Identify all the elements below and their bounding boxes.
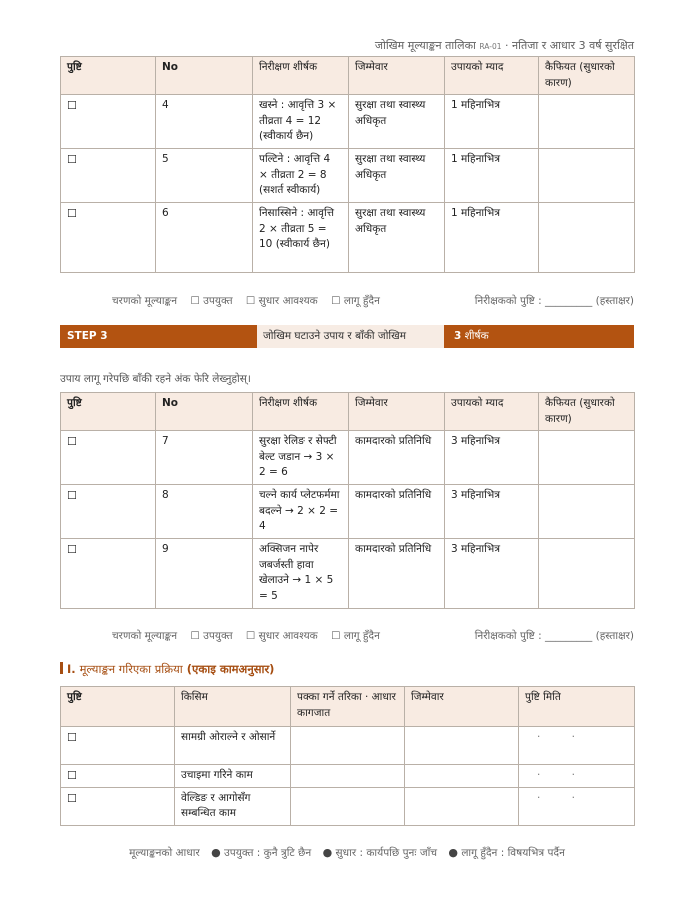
- confirm-date[interactable]: [519, 765, 635, 788]
- header-separator: ·: [505, 39, 509, 52]
- legend-item-appropriate: उपयुक्त : कुनै त्रुटि छैन: [224, 847, 312, 859]
- document-header: [60, 38, 634, 53]
- confirm-date[interactable]: [519, 787, 635, 825]
- remark-cell[interactable]: [539, 539, 635, 609]
- step-label: STEP 3: [67, 330, 108, 342]
- confirm-checkbox[interactable]: ☐: [61, 539, 156, 609]
- col-header-item: निरीक्षण शीर्षक: [253, 57, 349, 95]
- confirm-date[interactable]: [519, 727, 635, 765]
- option-not-applicable[interactable]: ☐ लागू हुँदैन: [331, 630, 380, 642]
- row-number: 5: [156, 149, 253, 203]
- option-not-applicable[interactable]: ☐ लागू हुँदैन: [331, 295, 380, 307]
- section-title-paren: (एकाइ कामअनुसार): [186, 662, 275, 676]
- table-row: [61, 787, 635, 825]
- legend-label: मूल्याङ्कनको आधार: [129, 847, 200, 859]
- method-cell[interactable]: [291, 765, 405, 788]
- col-header-type: किसिम: [175, 687, 291, 727]
- confirm-checkbox[interactable]: ☐: [61, 149, 156, 203]
- responsible-person: कामदारको प्रतिनिधि: [349, 431, 445, 485]
- signature-blank[interactable]: _________: [545, 630, 593, 642]
- col-header-deadline: उपायको म्याद: [445, 393, 539, 431]
- owner-cell[interactable]: [405, 787, 519, 825]
- measures-table-2: [60, 392, 635, 609]
- responsible-person: सुरक्षा तथा स्वास्थ्य अधिकृत: [349, 149, 445, 203]
- col-header-owner: जिम्मेवार: [349, 393, 445, 431]
- legend-item-improvement: सुधार : कार्यपछि पुनः जाँच: [335, 847, 438, 859]
- step-item-count: [448, 325, 489, 348]
- confirm-checkbox[interactable]: ☐: [61, 485, 156, 539]
- step-instruction: उपाय लागू गरेपछि बाँकी रहने अंक फेरि लेख्नुहोस्।: [60, 373, 251, 385]
- step-count-text: शीर्षक: [464, 330, 489, 342]
- signature-label: (हस्ताक्षर): [595, 295, 634, 307]
- measure-deadline: 3 महिनाभित्र: [445, 539, 539, 609]
- step-count-number: 3: [454, 330, 462, 342]
- confirm-checkbox[interactable]: ☐: [61, 727, 175, 765]
- col-header-confirm: पुष्टि: [61, 57, 156, 95]
- bullet-icon: ●: [211, 846, 221, 859]
- process-type: वेल्डिङ र आगोसँग सम्बन्धित काम: [175, 787, 291, 825]
- table-row: [61, 539, 635, 609]
- row-number: 7: [156, 431, 253, 485]
- legend-item-not-applicable: लागू हुँदैन : विषयभित्र पर्दैन: [461, 847, 565, 859]
- date-placeholder: · ·: [537, 731, 590, 743]
- col-header-no: No: [156, 57, 253, 95]
- inspector-confirm-label: निरीक्षकको पुष्टि :: [474, 630, 542, 642]
- table-row: [61, 203, 635, 273]
- confirm-checkbox[interactable]: ☐: [61, 431, 156, 485]
- option-appropriate[interactable]: ☐ उपयुक्त: [190, 295, 233, 307]
- row-number: 9: [156, 539, 253, 609]
- owner-cell[interactable]: [405, 727, 519, 765]
- measure-deadline: 1 महिनाभित्र: [445, 203, 539, 273]
- table-row: [61, 431, 635, 485]
- table-row: [61, 149, 635, 203]
- responsible-person: कामदारको प्रतिनिधि: [349, 539, 445, 609]
- header-title: जोखिम मूल्याङ्कन तालिका: [374, 39, 476, 52]
- stage-evaluation-row: [60, 294, 634, 310]
- table-row: [61, 95, 635, 149]
- measures-table-1: [60, 56, 635, 273]
- signature-blank[interactable]: _________: [545, 295, 593, 307]
- method-cell[interactable]: [291, 727, 405, 765]
- col-header-no: No: [156, 393, 253, 431]
- date-placeholder: · ·: [537, 769, 590, 781]
- confirm-checkbox[interactable]: ☐: [61, 787, 175, 825]
- process-type: उचाइमा गरिने काम: [175, 765, 291, 788]
- col-header-item: निरीक्षण शीर्षक: [253, 393, 349, 431]
- table-row: [61, 727, 635, 765]
- step-title: जोखिम घटाउने उपाय र बाँकी जोखिम: [255, 325, 446, 348]
- confirm-checkbox[interactable]: ☐: [61, 765, 175, 788]
- header-code: RA-01: [479, 42, 502, 51]
- col-header-date: पुष्टि मिति: [519, 687, 635, 727]
- section-title: [60, 662, 274, 677]
- section-marker: I.: [67, 662, 76, 676]
- col-header-method: पक्का गर्ने तरिका · आधार कागजात: [291, 687, 405, 727]
- row-number: 8: [156, 485, 253, 539]
- inspector-confirm-label: निरीक्षकको पुष्टि :: [474, 295, 542, 307]
- col-header-confirm: पुष्टि: [61, 687, 175, 727]
- option-needs-improvement[interactable]: ☐ सुधार आवश्यक: [245, 630, 318, 642]
- inspection-item: सुरक्षा रेलिङ र सेफ्टी बेल्ट जडान → 3 × 2 = 6: [253, 431, 349, 485]
- remark-cell[interactable]: [539, 149, 635, 203]
- stage-evaluation-row: [60, 629, 634, 645]
- method-cell[interactable]: [291, 787, 405, 825]
- option-needs-improvement[interactable]: ☐ सुधार आवश्यक: [245, 295, 318, 307]
- measure-deadline: 3 महिनाभित्र: [445, 485, 539, 539]
- col-header-owner: जिम्मेवार: [405, 687, 519, 727]
- table-row: [61, 485, 635, 539]
- col-header-deadline: उपायको म्याद: [445, 57, 539, 95]
- evaluation-label: चरणको मूल्याङ्कन: [112, 630, 178, 642]
- process-table: [60, 686, 635, 826]
- measure-deadline: 1 महिनाभित्र: [445, 149, 539, 203]
- row-number: 4: [156, 95, 253, 149]
- table-row: [61, 765, 635, 788]
- option-appropriate[interactable]: ☐ उपयुक्त: [190, 630, 233, 642]
- measure-deadline: 3 महिनाभित्र: [445, 431, 539, 485]
- col-header-remark: कैफियत (सुधारको कारण): [539, 393, 635, 431]
- owner-cell[interactable]: [405, 765, 519, 788]
- col-header-confirm: पुष्टि: [61, 393, 156, 431]
- inspection-item: निसास्सिने : आवृत्ति 2 × तीव्रता 5 = 10 (स्वीकार्य छैन): [253, 203, 349, 273]
- responsible-person: सुरक्षा तथा स्वास्थ्य अधिकृत: [349, 203, 445, 273]
- evaluation-legend: [60, 846, 634, 860]
- section-title-text: मूल्याङ्कन गरिएका प्रक्रिया: [79, 662, 183, 676]
- bullet-icon: ●: [322, 846, 333, 859]
- remark-cell[interactable]: [539, 203, 635, 273]
- process-type: सामग्री ओराल्ने र ओसार्ने: [175, 727, 291, 765]
- inspection-item: अक्सिजन नापेर जबर्जस्ती हावा खेलाउने → 1 × 5 = 5: [253, 539, 349, 609]
- confirm-checkbox[interactable]: ☐: [61, 203, 156, 273]
- section-marker-bar: [60, 662, 63, 674]
- responsible-person: कामदारको प्रतिनिधि: [349, 485, 445, 539]
- inspection-item: पल्टिने : आवृत्ति 4 × तीव्रता 2 = 8 (सशर्त स्वीकार्य): [253, 149, 349, 203]
- inspection-item: खस्ने : आवृत्ति 3 × तीव्रता 4 = 12 (स्वीकार्य छैन): [253, 95, 349, 149]
- remark-cell[interactable]: [539, 431, 635, 485]
- remark-cell[interactable]: [539, 485, 635, 539]
- header-subtitle: नतिजा र आधार 3 वर्ष सुरक्षित: [512, 39, 634, 52]
- col-header-remark: कैफियत (सुधारको कारण): [539, 57, 635, 95]
- row-number: 6: [156, 203, 253, 273]
- responsible-person: सुरक्षा तथा स्वास्थ्य अधिकृत: [349, 95, 445, 149]
- evaluation-label: चरणको मूल्याङ्कन: [112, 295, 178, 307]
- col-header-owner: जिम्मेवार: [349, 57, 445, 95]
- step-3-header: [60, 325, 634, 348]
- bullet-icon: ●: [448, 846, 458, 859]
- signature-label: (हस्ताक्षर): [595, 630, 634, 642]
- remark-cell[interactable]: [539, 95, 635, 149]
- inspection-item: चल्ने कार्य प्लेटफर्ममा बदल्ने → 2 × 2 = 4: [253, 485, 349, 539]
- measure-deadline: 1 महिनाभित्र: [445, 95, 539, 149]
- date-placeholder: · ·: [537, 791, 590, 804]
- confirm-checkbox[interactable]: ☐: [61, 95, 156, 149]
